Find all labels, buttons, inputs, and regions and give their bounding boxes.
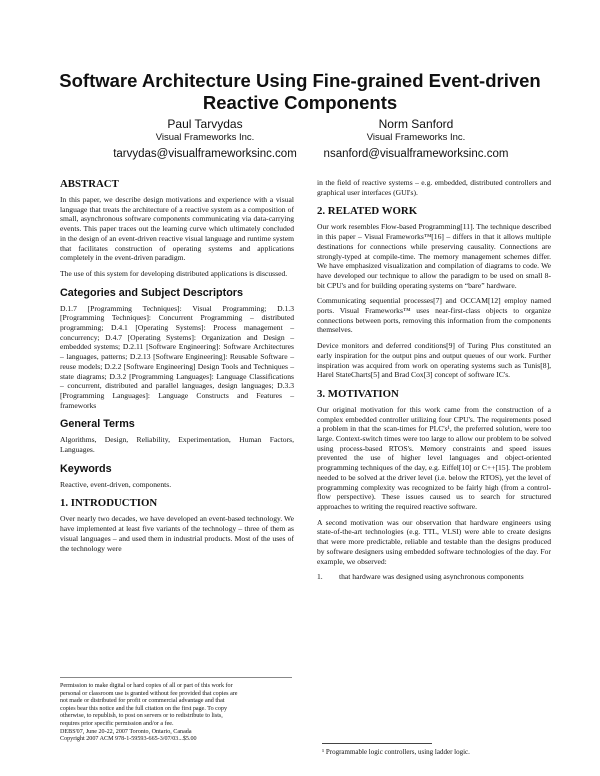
paper-title-line-2: Reactive Components (202, 92, 398, 113)
related-work-paragraph: Our work resembles Flow-based Programming[11]. The technique described in this paper – Visual Frameworks™[16] – differs in that it allows multiple destinations for connections while preserving causality. Connections are strongly-typed at compile-time. The memory management schemes differ. We have emphasized visualization and compilation of diagrams to code. We have developed our technique to allow the paradigm to be used on small 8-bit CPU's and for building operating systems on “bare” hardware. (317, 222, 551, 290)
motivation-paragraph: A second motivation was our observation that hardware engineers using state-of-the-art technologies (e.g. TTL, VLSI) were able to create designs that were more predictable, reliable and testable than the designs produced by software designers using embedded software technologies of the day. For example, we observed: (317, 517, 551, 566)
permission-line: otherwise, to republish, to post on servers or to redistribute to lists, (60, 713, 223, 720)
permission-line: personal or classroom use is granted without fee provided that copies are (60, 690, 238, 697)
author-name: Paul Tarvydas (167, 117, 243, 131)
keywords-text: Reactive, event-driven, components. (60, 479, 172, 489)
list-text: that hardware was designed using asynchronous components (339, 572, 524, 582)
author-affiliation: Visual Frameworks Inc. (155, 132, 255, 143)
motivation-paragraph: Our original motivation for this work came from the construction of a complex embedded controller utilizing four CPU's. The requirements posed a problem in that the scan-times for PLC's¹, the preferred solution, were too large. Context-switch times were too large to allow our problem to be solved using process-based RTOS's. Memory constraints and speed issues prevented the use of higher level languages and object-oriented programming techniques of the day, e.g. Eiffel[10] or C++[15]. The problem needed to be solved at the driver level (i.e. below the RTOS), yet the level of programming complexity was recognized to be fairly high (from a control-flow perspective). These issues caused us to search for structured approaches to writing the required reactive software. (317, 404, 551, 511)
general-terms-text: Algorithms, Design, Reliability, Experimentation, Human Factors, Languages. (60, 435, 294, 455)
permission-line: requires prior specific permission and/or a fee. (60, 720, 174, 727)
list-item (317, 572, 551, 582)
related-work-paragraph: Communicating sequential processes[7] and OCCAM[12] employ named ports. Visual Frameworks™ uses near-first-class objects to organize connections between ports, removing this information from the components themselves. (317, 296, 551, 335)
abstract-heading: ABSTRACT (60, 178, 119, 190)
introduction-heading: 1. INTRODUCTION (60, 497, 158, 510)
motivation-heading: 3. MOTIVATION (317, 387, 399, 400)
footnote: ¹ Programmable logic controllers, using ladder logic. (322, 748, 470, 756)
author-email: tarvydas@visualframeworksinc.com (113, 148, 297, 160)
permission-line: Permission to make digital or hard copies of all or part of this work for (60, 683, 233, 689)
keywords-heading: Keywords (60, 462, 112, 475)
abstract-paragraph: In this paper, we describe design motivations and experience with a visual language that treats the architecture of a reactive system as a composition of small, asynchronous software components communicating via data-carrying events. This paper traces out the learning curve which ultimately concluded in the design of an event-driven reactive visual language and runtime system that facilitates construction of operating systems and applications completely in the event-driven paradigm. (60, 195, 294, 263)
author-name: Norm Sanford (378, 117, 454, 131)
right-column (317, 178, 551, 582)
author-affiliation: Visual Frameworks Inc. (366, 132, 466, 143)
abstract-paragraph: The use of this system for developing distributed applications is discussed. (60, 268, 288, 278)
permission-line: Copyright 2007 ACM 978-1-59593-665-3/07/03...$5.00 (60, 736, 197, 743)
permission-divider (60, 677, 292, 678)
permission-line: not made or distributed for profit or commercial advantage and that (60, 698, 225, 705)
paper-title (40, 70, 560, 114)
list-number: 1. (317, 572, 323, 582)
continued-text: in the field of reactive systems – e.g. embedded, distributed controllers and graphical user interfaces (GUI's). (317, 178, 551, 197)
author-block-2 (291, 117, 541, 164)
categories-text: D.1.7 [Programming Techniques]: Visual Programming; D.1.3 [Programming Techniques]: Concurrent Programming – distributed programming; D.4.1 [Operating Systems]: Process management – concurrency; D.4.7 [Operating Systems]: Organization and Design – embedded systems; D.2.11 [Software Engineering]: Software Architectures – languages, patterns; D.2.13 [Software Engineering]: Reusable Software – reuse models; D.2.2 [Software Engineering] Design Tools and Techniques – state diagrams; D.3.2 [Programming Languages]: Language Classifications – concurrent, distributed and parallel languages, design languages; D.3.3 [Programming Languages]: Language Constructs and Features – frameworks (60, 303, 294, 410)
permission-line: copies bear this notice and the full citation on the first page. To copy (60, 705, 227, 712)
permission-notice (60, 683, 292, 744)
footnote-divider (322, 743, 432, 744)
paper-title-line-1: Software Architecture Using Fine-grained Event-driven (59, 70, 541, 91)
related-work-paragraph: Device monitors and deferred conditions[9] of Turing Plus constituted an early inspiration for the output pins and output queues of our work. Further inspiration was acquired from work on operating systems such as Tunis[8], Harel StateCharts[5] and Brad Cox[3] concept of software IC's. (317, 341, 551, 380)
categories-heading: Categories and Subject Descriptors (60, 286, 243, 299)
author-email: nsanford@visualframeworksinc.com (323, 148, 509, 160)
permission-line: DEBS'07, June 20-22, 2007 Toronto, Ontario, Canada (60, 728, 192, 735)
related-work-heading: 2. RELATED WORK (317, 205, 418, 218)
introduction-text: Over nearly two decades, we have developed an event-based technology. We have implemented at least five variants of the technology – three of them as visual languages – and used them in industrial products. Most of the uses of the technology were (60, 514, 294, 553)
general-terms-heading: General Terms (60, 418, 135, 431)
left-column (60, 178, 294, 559)
